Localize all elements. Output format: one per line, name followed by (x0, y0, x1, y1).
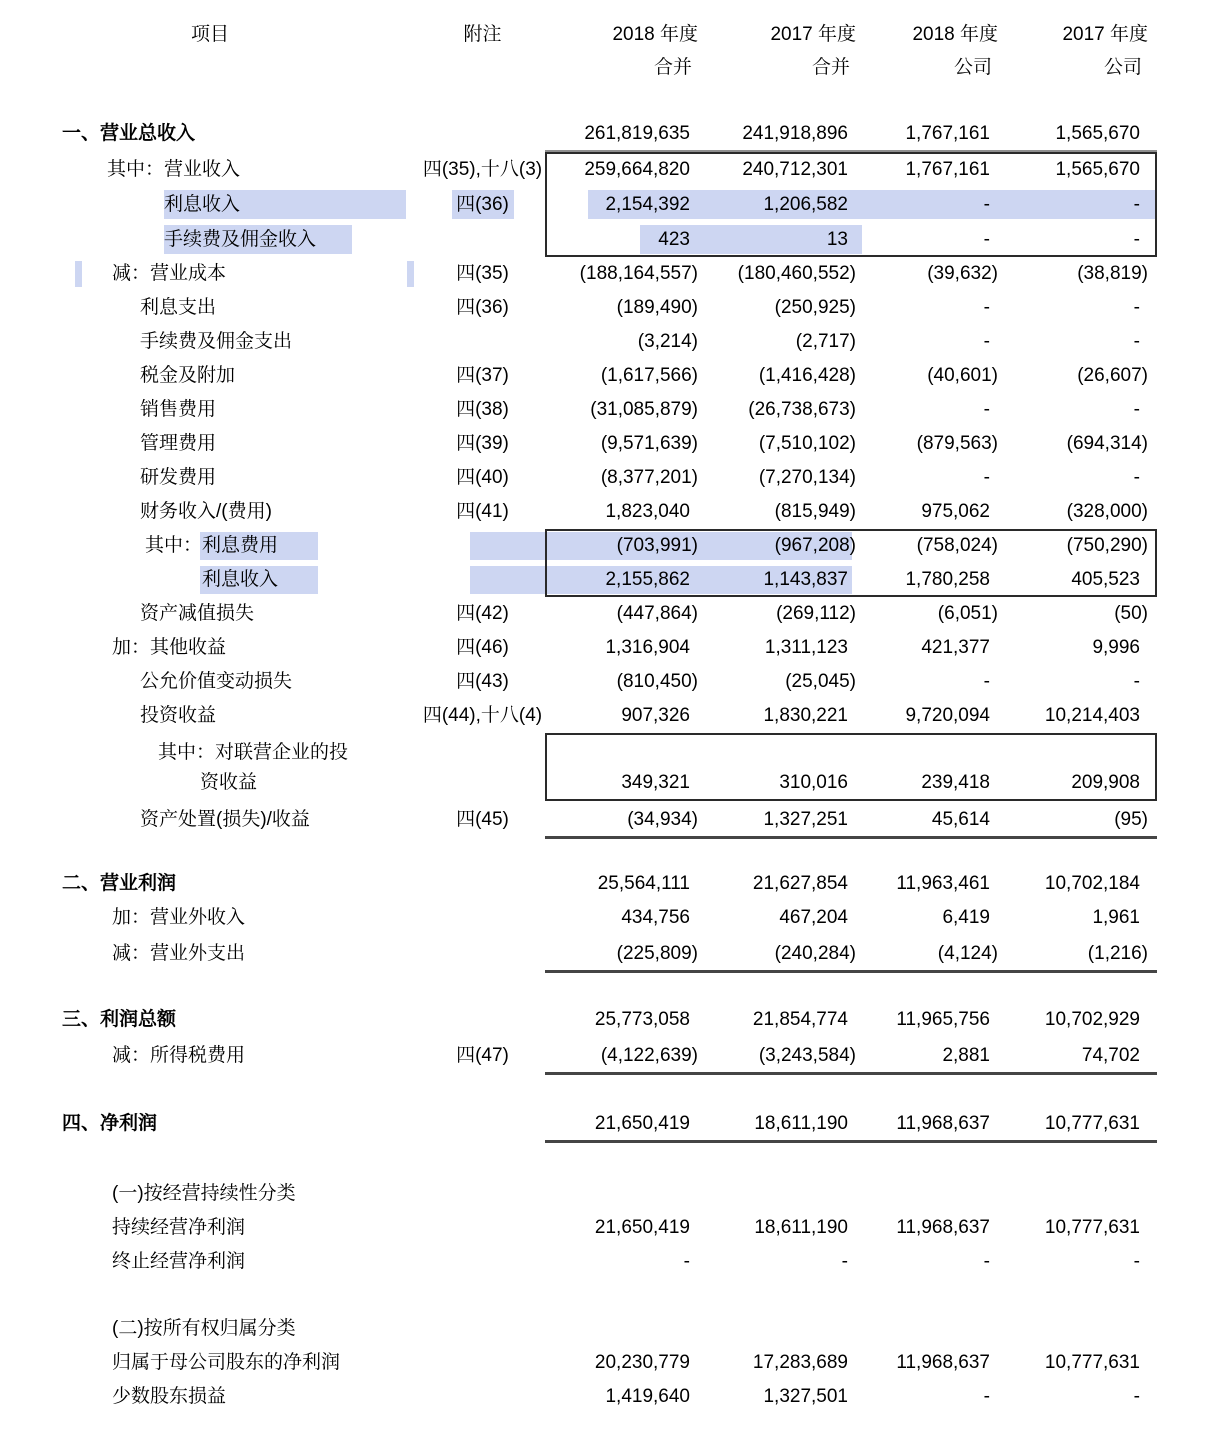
cell-y2018-consolidated: 1,316,904 (605, 637, 690, 658)
row-note-ref (420, 116, 545, 152)
cell-y2018-company: - (983, 229, 990, 250)
row-label: 其中：营业收入 (107, 159, 241, 180)
table-row-non-operating-income (0, 901, 1218, 935)
row-note-ref: 四(38) (456, 399, 509, 420)
col-header-2017-consolidated-year: 2017 年度 (770, 24, 856, 45)
table-row-income-from-associates (0, 733, 1218, 801)
row-note-ref (420, 1346, 545, 1380)
row-label: 二、营业利润 (62, 873, 177, 894)
table-row-admin-expenses (0, 427, 1218, 461)
cell-y2018-company: 975,062 (921, 501, 990, 522)
cell-y2018-consolidated (545, 1312, 700, 1346)
row-note-ref: 四(43) (456, 671, 509, 692)
cell-y2018-consolidated: 423 (658, 229, 690, 250)
row-note-ref: 四(42) (456, 603, 509, 624)
row-label: 减：所得税费用 (112, 1045, 246, 1066)
row-label: 减：营业外支出 (112, 943, 246, 964)
table-row-net-profit (0, 1105, 1218, 1143)
cell-y2018-consolidated: 1,823,040 (605, 501, 690, 522)
outlined-cell-group (0, 529, 1218, 597)
cell-y2017-company: - (1133, 1251, 1140, 1272)
cell-y2017-consolidated: (240,284) (774, 943, 856, 964)
cell-y2018-consolidated: 21,650,419 (594, 1217, 690, 1238)
cell-y2018-consolidated: 20,230,779 (594, 1352, 690, 1373)
row-label: 加：其他收益 (112, 637, 227, 658)
row-label: (二)按所有权归属分类 (112, 1318, 296, 1339)
cell-y2018-consolidated: 349,321 (621, 772, 690, 793)
cell-y2017-consolidated: (967,208) (774, 535, 856, 556)
cell-y2018-company (858, 1312, 1000, 1346)
cell-y2017-company: - (1133, 671, 1140, 692)
cell-y2017-consolidated: 241,918,896 (742, 123, 848, 144)
cell-y2018-consolidated: 259,664,820 (584, 159, 690, 180)
col-header-2018-consolidated-year: 2018 年度 (612, 24, 698, 45)
cell-y2018-consolidated: (1,617,566) (600, 365, 698, 386)
cell-y2018-consolidated: 1,419,640 (605, 1386, 690, 1407)
col-header-note: 附注 (463, 24, 502, 45)
cell-y2017-consolidated (700, 1177, 858, 1211)
row-note-ref: 四(45) (456, 809, 509, 830)
cell-y2017-consolidated: (7,510,102) (758, 433, 856, 454)
row-note-ref (420, 222, 545, 257)
outlined-cell-group (0, 733, 1218, 801)
cell-y2017-consolidated: 17,283,689 (752, 1352, 848, 1373)
row-label-line-2: 资收益 (200, 772, 258, 793)
cell-y2017-company: 405,523 (1071, 569, 1140, 590)
row-label: 手续费及佣金支出 (140, 331, 293, 352)
row-note-ref (420, 935, 545, 973)
cell-y2017-company: 10,214,403 (1044, 705, 1140, 726)
table-row-total-operating-income (0, 116, 1218, 152)
cell-y2017-company: (38,819) (1077, 263, 1148, 284)
cell-y2017-company: (328,000) (1066, 501, 1148, 522)
cell-y2018-consolidated: (8,377,201) (600, 467, 698, 488)
table-row-minority-interest (0, 1380, 1218, 1414)
cell-y2018-consolidated: 2,154,392 (605, 194, 690, 215)
table-row-operating-cost (0, 257, 1218, 291)
cell-y2018-company: 11,968,637 (896, 1113, 990, 1134)
table-row-non-operating-expenses (0, 935, 1218, 973)
row-label: 投资收益 (140, 705, 217, 726)
cell-y2017-consolidated: 21,854,774 (752, 1009, 848, 1030)
cell-y2018-consolidated: (4,122,639) (600, 1045, 698, 1066)
row-note-ref: 四(39) (456, 433, 509, 454)
row-label: 利息支出 (140, 297, 217, 318)
cell-y2018-consolidated: 25,773,058 (594, 1009, 690, 1030)
table-row-net-profit-parent-shareholders (0, 1346, 1218, 1380)
row-label: 持续经营净利润 (112, 1217, 246, 1238)
table-row-finance-income-expense (0, 495, 1218, 529)
cell-y2018-company: - (983, 399, 990, 420)
row-label: 资产处置(损失)/收益 (140, 809, 310, 830)
cell-y2017-consolidated: 1,311,123 (764, 637, 848, 658)
row-label: 税金及附加 (140, 365, 236, 386)
table-row-incl-interest-expense (0, 529, 1218, 563)
row-label-line-1: 其中：对联营企业的投 (158, 742, 349, 763)
cell-y2017-consolidated: (2,717) (795, 331, 856, 352)
row-note-ref (420, 1177, 545, 1211)
row-note-ref (420, 867, 545, 901)
cell-y2018-company: 239,418 (921, 772, 990, 793)
cell-y2017-consolidated: 310,016 (779, 772, 848, 793)
cell-y2018-company: - (983, 671, 990, 692)
cell-y2017-company (1000, 1177, 1150, 1211)
cell-y2017-company: - (1133, 297, 1140, 318)
row-note-ref: 四(41) (456, 501, 509, 522)
row-label: 手续费及佣金收入 (164, 229, 317, 250)
row-note-ref (420, 1003, 545, 1037)
cell-y2018-company: - (983, 1251, 990, 1272)
row-note-ref (420, 1380, 545, 1414)
row-note-ref (420, 529, 545, 563)
row-note-ref (420, 325, 545, 359)
row-label: 其中：利息费用 (145, 535, 279, 556)
row-note-ref (420, 1245, 545, 1279)
cell-y2018-consolidated: (447,864) (616, 603, 698, 624)
row-label: 销售费用 (140, 399, 217, 420)
cell-y2017-consolidated: 240,712,301 (742, 159, 848, 180)
cell-y2017-company: 74,702 (1081, 1045, 1140, 1066)
cell-y2017-company: 10,777,631 (1044, 1217, 1140, 1238)
cell-y2018-consolidated: 25,564,111 (597, 873, 690, 894)
section-gap (0, 1279, 1218, 1312)
cell-y2017-company: - (1133, 229, 1140, 250)
cell-y2017-company: (750,290) (1066, 535, 1148, 556)
cell-y2018-company: (758,024) (916, 535, 998, 556)
cell-y2018-consolidated: 21,650,419 (594, 1113, 690, 1134)
cell-y2017-company: 1,565,670 (1055, 123, 1140, 144)
table-row-interest-income-top (0, 187, 1218, 222)
cell-y2017-consolidated: 21,627,854 (752, 873, 848, 894)
cell-y2017-company: (95) (1114, 809, 1148, 830)
cell-y2017-consolidated: 18,611,190 (754, 1217, 848, 1238)
row-note-ref (420, 1312, 545, 1346)
cell-y2018-company: 11,968,637 (896, 1352, 990, 1373)
col-header-2017-company-entity: 公司 (1103, 57, 1142, 78)
row-label: 管理费用 (140, 433, 217, 454)
cell-y2018-company: 2,881 (942, 1045, 990, 1066)
table-row-interest-expense (0, 291, 1218, 325)
cell-y2018-company: (39,632) (927, 263, 998, 284)
row-note-ref: 四(40) (456, 467, 509, 488)
table-row-other-income (0, 631, 1218, 665)
cell-y2018-company: (6,051) (937, 603, 998, 624)
row-label: 财务收入/(费用) (140, 501, 272, 522)
table-row-income-tax-expense (0, 1037, 1218, 1075)
column-header-row-2 (0, 51, 1218, 84)
cell-y2017-company: - (1133, 467, 1140, 488)
cell-y2017-company: - (1133, 194, 1140, 215)
cell-y2017-company: 9,996 (1092, 637, 1140, 658)
cell-y2017-company (1000, 1312, 1150, 1346)
section-gap (0, 1075, 1218, 1105)
row-label: 公允价值变动损失 (140, 671, 293, 692)
cell-y2017-company: - (1133, 1386, 1140, 1407)
cell-y2017-company: - (1133, 399, 1140, 420)
row-note-ref (420, 901, 545, 935)
cell-y2017-company: 1,961 (1092, 907, 1140, 928)
row-label (0, 733, 420, 801)
table-row-total-profit (0, 1003, 1218, 1037)
table-row-fee-commission-income (0, 222, 1218, 257)
cell-y2018-consolidated: (225,809) (616, 943, 698, 964)
row-note-ref: 四(37) (456, 365, 509, 386)
cell-y2017-consolidated: 13 (826, 229, 848, 250)
cell-y2017-company: 10,777,631 (1044, 1113, 1140, 1134)
col-header-2018-company-year: 2018 年度 (912, 24, 998, 45)
cell-y2017-company: (26,607) (1077, 365, 1148, 386)
cell-y2017-consolidated: 18,611,190 (754, 1113, 848, 1134)
cell-y2018-company (858, 1177, 1000, 1211)
cell-y2017-consolidated: - (841, 1251, 848, 1272)
table-row-continuing-operations-net-profit (0, 1211, 1218, 1245)
cell-y2017-consolidated: (25,045) (785, 671, 856, 692)
cell-y2018-consolidated: (9,571,639) (600, 433, 698, 454)
section-gap (0, 839, 1218, 867)
cell-y2017-consolidated: (180,460,552) (737, 263, 856, 284)
row-label: 减：营业成本 (112, 263, 227, 284)
cell-y2017-company: 10,777,631 (1044, 1352, 1140, 1373)
cell-y2018-company: - (983, 467, 990, 488)
col-header-item-blank (0, 51, 420, 84)
cell-y2018-consolidated: 261,819,635 (584, 123, 690, 144)
cell-y2017-company: (1,216) (1087, 943, 1148, 964)
row-label: 利息收入 (202, 569, 279, 590)
column-header-row-1 (0, 18, 1218, 51)
cell-y2017-consolidated: (7,270,134) (758, 467, 856, 488)
col-header-item: 项目 (190, 24, 229, 45)
row-label: 利息收入 (164, 194, 241, 215)
cell-y2017-consolidated: (250,925) (774, 297, 856, 318)
header-gap (0, 84, 1218, 116)
row-label: 研发费用 (140, 467, 217, 488)
table-row-operating-profit (0, 867, 1218, 901)
row-note-ref (420, 563, 545, 597)
cell-y2017-company: - (1133, 331, 1140, 352)
cell-y2017-consolidated: (26,738,673) (748, 399, 856, 420)
table-row-classified-by-ownership (0, 1312, 1218, 1346)
cell-y2018-consolidated: (810,450) (616, 671, 698, 692)
row-label: 资产减值损失 (140, 603, 255, 624)
cell-y2018-consolidated: 907,326 (621, 705, 690, 726)
cell-y2018-company: - (983, 194, 990, 215)
row-label: 归属于母公司股东的净利润 (112, 1352, 341, 1373)
cell-y2017-company: 10,702,929 (1044, 1009, 1140, 1030)
cell-y2018-company: 6,419 (942, 907, 990, 928)
table-row-fair-value-change-loss (0, 665, 1218, 699)
table-body (0, 116, 1218, 1414)
cell-y2018-company: 45,614 (931, 809, 990, 830)
cell-y2017-consolidated: 1,830,221 (763, 705, 848, 726)
cell-y2018-company: - (983, 1386, 990, 1407)
table-row-discontinued-operations-net-profit (0, 1245, 1218, 1279)
cell-y2017-company: 10,702,184 (1044, 873, 1140, 894)
col-header-2017-consolidated-entity: 合并 (811, 57, 850, 78)
cell-y2018-consolidated: (34,934) (627, 809, 698, 830)
cell-y2018-company: 1,767,161 (905, 159, 990, 180)
table-row-asset-disposal-gain (0, 801, 1218, 839)
cell-y2018-consolidated: (703,991) (616, 535, 698, 556)
row-label: 四、净利润 (62, 1113, 158, 1134)
row-note-ref (420, 1105, 545, 1143)
row-label: 终止经营净利润 (112, 1251, 246, 1272)
cell-y2018-consolidated: 2,155,862 (605, 569, 690, 590)
row-label: 一、营业总收入 (62, 123, 196, 144)
col-header-2017-company-year: 2017 年度 (1062, 24, 1148, 45)
table-row-taxes-surcharges (0, 359, 1218, 393)
table-row-classified-by-continuity (0, 1177, 1218, 1211)
table-row-operating-revenue (0, 152, 1218, 187)
cell-y2018-consolidated: - (683, 1251, 690, 1272)
cell-y2017-company: (694,314) (1066, 433, 1148, 454)
cell-y2017-company: 209,908 (1071, 772, 1140, 793)
row-label: 三、利润总额 (62, 1009, 177, 1030)
cell-y2018-company: 11,968,637 (896, 1217, 990, 1238)
col-header-2018-company-entity: 公司 (953, 57, 992, 78)
col-header-2018-consolidated-entity: 合并 (653, 57, 692, 78)
row-label: 少数股东损益 (112, 1386, 227, 1407)
cell-y2018-company: 11,963,461 (896, 873, 990, 894)
cell-y2018-company: 11,965,756 (896, 1009, 990, 1030)
cell-y2018-company: 421,377 (921, 637, 990, 658)
cell-y2018-company: (4,124) (937, 943, 998, 964)
table-row-incl-interest-income (0, 563, 1218, 597)
table-row-investment-income (0, 699, 1218, 733)
row-note-ref: 四(44),十八(4) (422, 705, 543, 726)
section-gap (0, 1143, 1218, 1177)
cell-y2018-company: (879,563) (916, 433, 998, 454)
table-row-selling-expenses (0, 393, 1218, 427)
cell-y2018-consolidated: (188,164,557) (579, 263, 698, 284)
cell-y2017-consolidated: (1,416,428) (758, 365, 856, 386)
cell-y2018-company: - (983, 297, 990, 318)
row-note-ref: 四(46) (456, 637, 509, 658)
cell-y2018-company: - (983, 331, 990, 352)
cell-y2017-consolidated: 1,206,582 (763, 194, 848, 215)
cell-y2017-consolidated (700, 1312, 858, 1346)
table-row-asset-impairment-loss (0, 597, 1218, 631)
table-row-fee-commission-expense (0, 325, 1218, 359)
cell-y2018-consolidated: 434,756 (621, 907, 690, 928)
cell-y2018-company: 1,767,161 (905, 123, 990, 144)
section-gap (0, 973, 1218, 1003)
row-note-ref: 四(35),十八(3) (422, 159, 543, 180)
cell-y2018-consolidated: (189,490) (616, 297, 698, 318)
cell-y2018-consolidated (545, 1177, 700, 1211)
row-note-ref: 四(35) (456, 263, 509, 284)
cell-y2017-company: (50) (1114, 603, 1148, 624)
cell-y2017-consolidated: 467,204 (779, 907, 848, 928)
cell-y2017-consolidated: 1,327,251 (763, 809, 848, 830)
row-label: (一)按经营持续性分类 (112, 1183, 296, 1204)
row-label: 加：营业外收入 (112, 907, 246, 928)
row-note-ref: 四(36) (456, 297, 509, 318)
cell-y2017-consolidated: (3,243,584) (758, 1045, 856, 1066)
row-note-ref: 四(36) (456, 194, 509, 215)
row-note-ref (420, 733, 545, 801)
cell-y2017-consolidated: 1,143,837 (763, 569, 848, 590)
cell-y2018-company: (40,601) (927, 365, 998, 386)
row-note-ref: 四(47) (456, 1045, 509, 1066)
cell-y2017-consolidated: (815,949) (774, 501, 856, 522)
outlined-cell-group (0, 152, 1218, 257)
cell-y2018-company: 1,780,258 (905, 569, 990, 590)
cell-y2017-company: 1,565,670 (1055, 159, 1140, 180)
cell-y2018-consolidated: (3,214) (637, 331, 698, 352)
cell-y2018-consolidated: (31,085,879) (590, 399, 698, 420)
cell-y2017-consolidated: 1,327,501 (763, 1386, 848, 1407)
cell-y2017-consolidated: (269,112) (776, 603, 856, 624)
row-note-ref (420, 1211, 545, 1245)
cell-y2018-company: 9,720,094 (905, 705, 990, 726)
table-row-rd-expenses (0, 461, 1218, 495)
col-header-note-blank (420, 51, 545, 84)
